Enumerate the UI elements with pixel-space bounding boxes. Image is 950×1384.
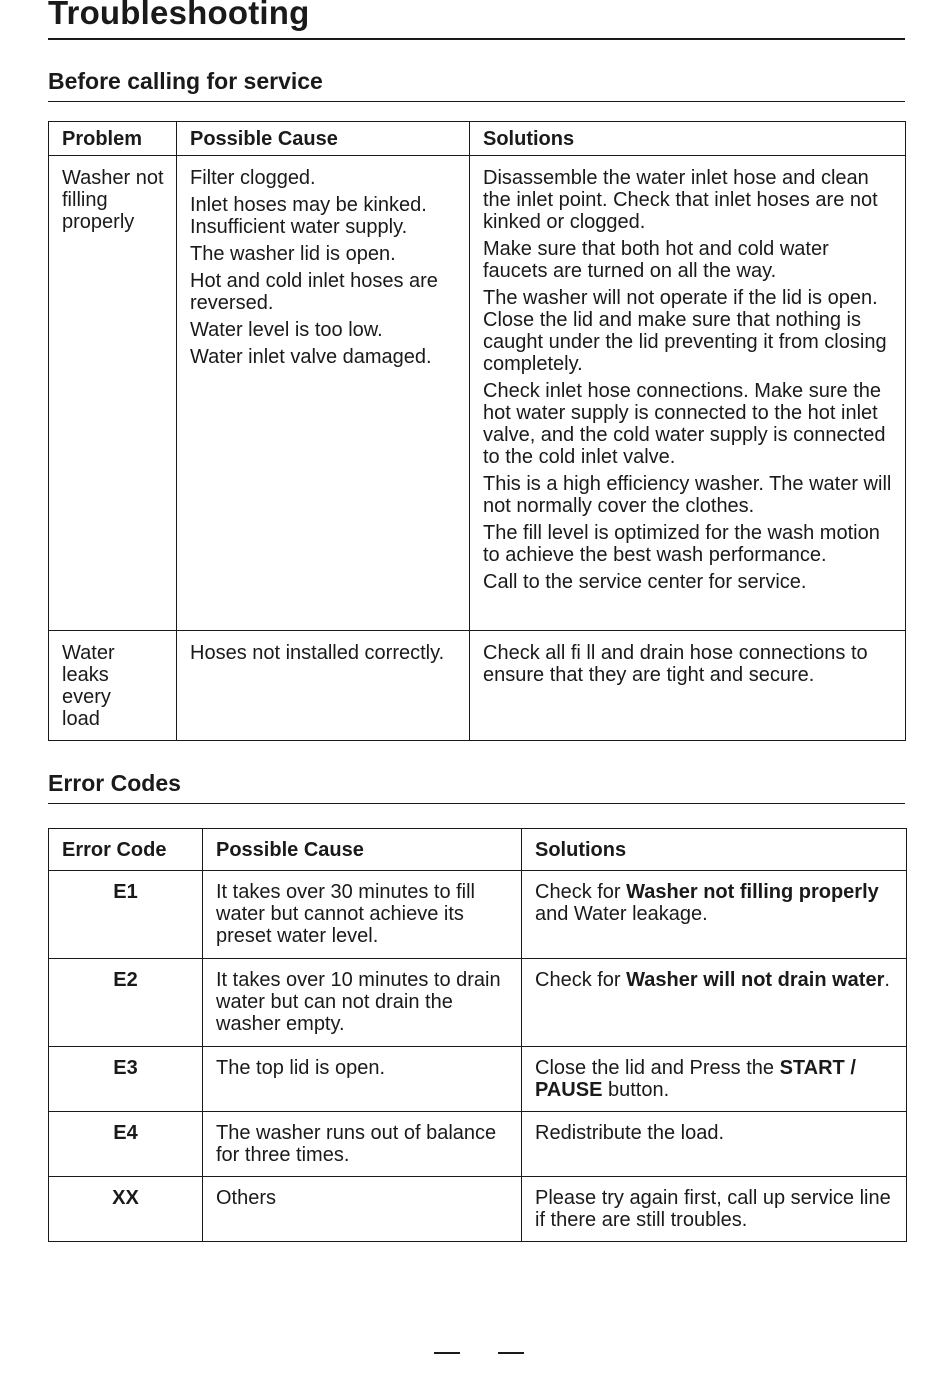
solution-item: Disassemble the water inlet hose and clean the inlet point. Check that inlet hoses are not kinked or clogged. [483, 167, 878, 233]
solution-cell: Check for Washer will not drain water. [522, 959, 907, 1047]
column-header: Error Code [49, 829, 203, 871]
table-row [49, 156, 906, 631]
solution-emphasis: Washer will not drain water [626, 969, 885, 991]
table-row [49, 631, 906, 741]
solution-item: Check inlet hose connections. Make sure the hot water supply is connected to the hot inlet valve, and the cold water supply is connected to the cold inlet valve. [483, 380, 886, 468]
error-code-cell: XX [49, 1177, 203, 1242]
solution-item: The fill level is optimized for the wash motion to achieve the best wash performance. [483, 522, 880, 566]
page-title: Troubleshooting [48, 0, 310, 31]
column-header: Possible Cause [203, 829, 522, 871]
error-section-divider [48, 803, 905, 804]
table-header-row [49, 829, 907, 871]
solution-item: This is a high efficiency washer. The water will not normally cover the clothes. [483, 473, 892, 517]
cause-cell: The washer runs out of balance for three times. [203, 1112, 522, 1177]
table-row [49, 1177, 907, 1242]
cause-item: Water inlet valve damaged. [190, 346, 432, 368]
cause-item: Filter clogged. [190, 167, 316, 189]
page-number-dash-left [434, 1352, 460, 1354]
cause-cell: The top lid is open. [203, 1047, 522, 1112]
table-row [49, 959, 907, 1047]
solution-cell: Check for Washer not filling properly and Water leakage. [522, 871, 907, 959]
cause-cell: Others [203, 1177, 522, 1242]
column-header: Solutions [470, 122, 906, 156]
error-code-cell: E2 [49, 959, 203, 1047]
table-header-row [49, 122, 906, 156]
page-number-dash-right [498, 1352, 524, 1354]
cause-item: Hoses not installed correctly. [190, 642, 445, 664]
column-header: Solutions [522, 829, 907, 871]
solution-item: Make sure that both hot and cold water faucets are turned on all the way. [483, 238, 829, 282]
cause-cell: It takes over 10 minutes to drain water but can not drain the washer empty. [203, 959, 522, 1047]
cause-cell [177, 156, 470, 631]
solution-cell: Redistribute the load. [522, 1112, 907, 1177]
solution-cell: Close the lid and Press the START / PAUSE button. [522, 1047, 907, 1112]
service-section-heading: Before calling for service [48, 68, 323, 94]
solution-emphasis: START / PAUSE [535, 1057, 856, 1101]
column-header: Possible Cause [177, 122, 470, 156]
problem-cell: Washer not filling properly [49, 156, 177, 631]
service-section-divider [48, 101, 905, 102]
service-table [48, 121, 906, 741]
table-row [49, 1047, 907, 1112]
cause-cell: It takes over 30 minutes to fill water but cannot achieve its preset water level. [203, 871, 522, 959]
cause-item: Water level is too low. [190, 319, 383, 341]
solution-cell [470, 631, 906, 741]
cause-item: Hot and cold inlet hoses are reversed. [190, 270, 438, 314]
column-header: Problem [49, 122, 177, 156]
error-code-cell: E4 [49, 1112, 203, 1177]
problem-cell: Water leaks every load [49, 631, 177, 741]
solution-item: Call to the service center for service. [483, 571, 807, 593]
cause-item: The washer lid is open. [190, 243, 396, 265]
solution-cell [470, 156, 906, 631]
solution-item: Check all fi ll and drain hose connections to ensure that they are tight and secure. [483, 642, 868, 686]
error-code-cell: E1 [49, 871, 203, 959]
solution-cell: Please try again first, call up service line if there are still troubles. [522, 1177, 907, 1242]
solution-item: The washer will not operate if the lid is open. Close the lid and make sure that nothing is caught under the lid preventing it from closing completely. [483, 287, 887, 375]
solution-emphasis: Washer not filling properly [626, 881, 879, 903]
title-divider [48, 38, 905, 40]
error-code-cell: E3 [49, 1047, 203, 1112]
table-row [49, 871, 907, 959]
error-code-table [48, 828, 907, 1242]
cause-cell [177, 631, 470, 741]
table-row [49, 1112, 907, 1177]
cause-item: Inlet hoses may be kinked. Insufficient water supply. [190, 194, 427, 238]
error-section-heading: Error Codes [48, 770, 181, 796]
